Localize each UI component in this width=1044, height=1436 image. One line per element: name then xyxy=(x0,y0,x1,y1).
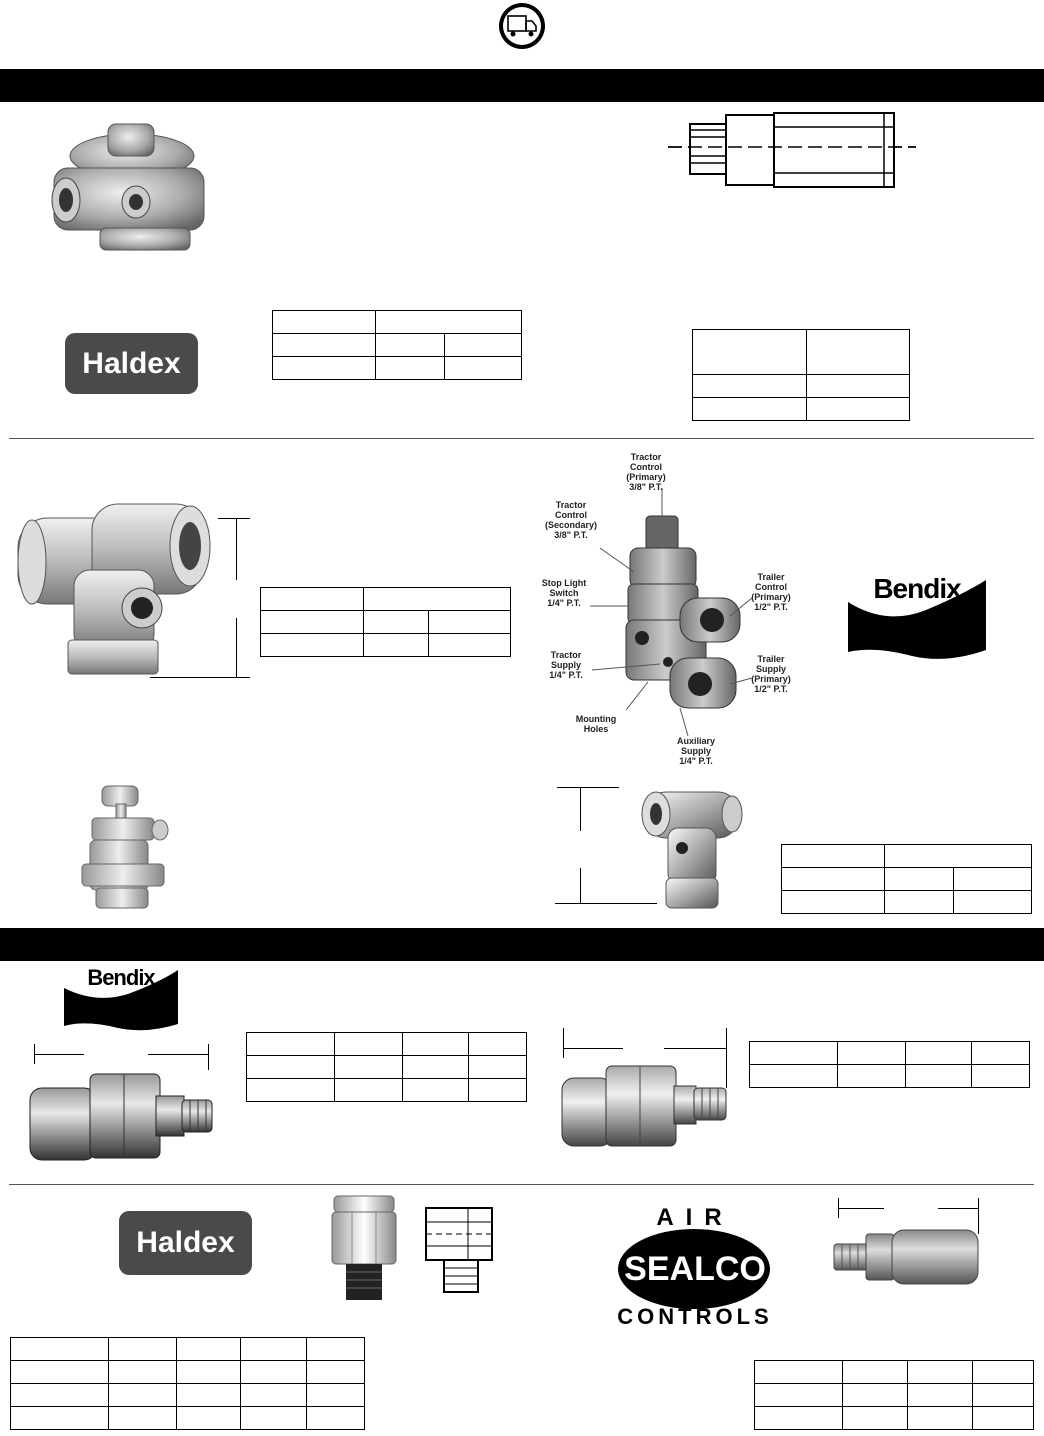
callout-line: Supply xyxy=(755,664,786,674)
section-divider xyxy=(9,438,1034,439)
callout-tractor-supply xyxy=(538,650,594,680)
swivel-fitting-image xyxy=(560,1064,730,1148)
callout-line: 1/4" P.T. xyxy=(549,670,583,680)
dimension-line xyxy=(208,1044,209,1070)
callout-line: Control xyxy=(555,510,587,520)
fitting-line-drawing xyxy=(668,110,918,192)
spec-table xyxy=(754,1360,1034,1430)
callout-line: Tractor xyxy=(555,500,587,510)
section-divider xyxy=(9,1184,1034,1185)
callout-line: Supply xyxy=(680,746,711,756)
callout-line: Control xyxy=(630,462,662,472)
spec-table xyxy=(272,310,522,380)
spec-table xyxy=(692,329,910,421)
spec-table xyxy=(260,587,511,657)
check-valve-fitting-image xyxy=(330,1194,398,1302)
dimension-line xyxy=(236,618,237,678)
callout-line: Holes xyxy=(583,724,609,734)
dimension-line xyxy=(557,787,619,788)
tee-fitting-image xyxy=(636,782,746,912)
dimension-line xyxy=(938,1208,978,1209)
callout-line: 3/8" P.T. xyxy=(629,482,663,492)
haldex-logo xyxy=(119,1211,252,1275)
relay-valve-image xyxy=(44,116,210,258)
check-valve-line-drawing xyxy=(420,1204,500,1296)
dimension-line xyxy=(218,518,250,519)
sealco-logo-middle: SEALCO xyxy=(624,1250,766,1288)
bendix-logo xyxy=(846,574,988,660)
callout-line: Trailer xyxy=(757,572,785,582)
callout-line: (Primary) xyxy=(751,674,791,684)
bendix-logo-text: Bendix xyxy=(87,965,155,990)
push-pull-valve-image xyxy=(78,784,170,910)
dimension-line xyxy=(150,677,250,678)
callout-trailer-supply-primary xyxy=(742,654,800,694)
dimension-line xyxy=(580,868,581,904)
callout-line: (Primary) xyxy=(751,592,791,602)
dimension-line xyxy=(34,1054,84,1055)
callout-line: 1/2" P.T. xyxy=(754,684,788,694)
dimension-line xyxy=(664,1048,726,1049)
callout-auxiliary-supply xyxy=(664,736,728,766)
haldex-logo-text: Haldex xyxy=(82,346,181,380)
sealco-logo-bottom: CONTROLS xyxy=(617,1304,773,1329)
swivel-fitting-image xyxy=(28,1070,214,1162)
callout-trailer-control-primary xyxy=(742,572,800,612)
callout-line: Switch xyxy=(549,588,579,598)
spec-table xyxy=(749,1041,1030,1088)
callout-tractor-control-secondary xyxy=(538,500,604,540)
callout-line: Stop Light xyxy=(541,578,587,588)
spec-table xyxy=(246,1032,527,1102)
sealco-valve-image xyxy=(12,500,212,678)
callout-line: 3/8" P.T. xyxy=(554,530,588,540)
callout-mounting-holes xyxy=(564,714,628,734)
callout-line: Auxiliary xyxy=(676,736,716,746)
section-header-bar xyxy=(0,69,1044,102)
dimension-line xyxy=(148,1054,208,1055)
callout-line: Tractor xyxy=(550,650,582,660)
spec-table xyxy=(781,844,1032,914)
callout-line: Control xyxy=(755,582,787,592)
sealco-logo xyxy=(612,1204,778,1334)
haldex-logo xyxy=(65,333,198,394)
haldex-logo-text: Haldex xyxy=(136,1226,235,1259)
tractor-protection-valve-diagram xyxy=(530,448,800,770)
bendix-logo-text: Bendix xyxy=(873,573,961,604)
callout-line: (Secondary) xyxy=(544,520,597,530)
dimension-line xyxy=(236,518,237,580)
callout-line: Trailer xyxy=(757,654,785,664)
dimension-line xyxy=(838,1208,884,1209)
callout-line: 1/2" P.T. xyxy=(754,602,788,612)
dimension-line xyxy=(563,1048,623,1049)
callout-line: Supply xyxy=(550,660,581,670)
dimension-line xyxy=(580,787,581,831)
spec-table xyxy=(10,1337,365,1430)
callout-line: 1/4" P.T. xyxy=(547,598,581,608)
callout-line: Mounting xyxy=(575,714,617,724)
truck-icon xyxy=(497,1,547,51)
callout-line: 1/4" P.T. xyxy=(679,756,713,766)
sealco-logo-top: AIR xyxy=(656,1204,734,1231)
inline-check-valve-image xyxy=(832,1226,982,1288)
callout-tractor-control-primary xyxy=(614,452,678,492)
callout-stop-light-switch xyxy=(532,578,596,608)
callout-line: Tractor xyxy=(630,452,662,462)
callout-line: (Primary) xyxy=(626,472,666,482)
section-header-bar xyxy=(0,928,1044,961)
dimension-line xyxy=(563,1028,564,1058)
bendix-logo xyxy=(62,966,180,1032)
